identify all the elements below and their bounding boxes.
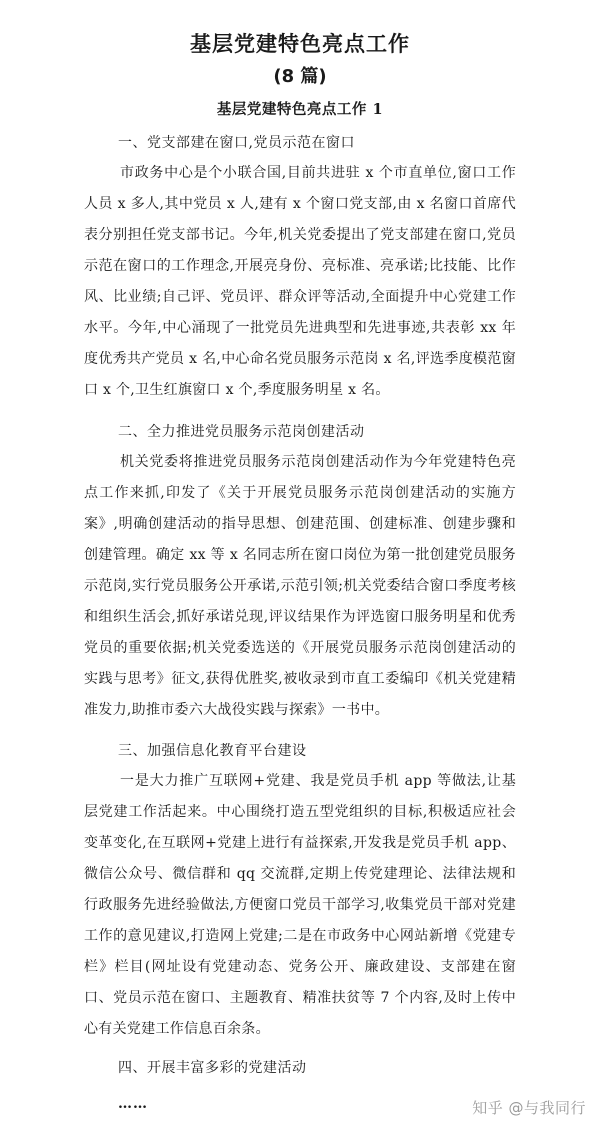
section-heading-3: 三、加强信息化教育平台建设 [118, 743, 307, 759]
section-heading-4: 四、开展丰富多彩的党建活动 [118, 1060, 307, 1076]
document-subtitle: (8 篇) [273, 66, 327, 87]
section-paragraph-3: 一是大力推广互联网+党建、我是党员手机 app 等做法,让基层党建工作活起来。中心围绕打造五型党组织的目标,积极适应社会变革变化,在互联网+党建上进行有益探索,开发我是党员手机 app、微信公众号、微信群和 qq 交流群,定期上传党建理论、法律法规和行政服务先进经验做法,方便窗口党员干部学习,收集党员干部对党建工作的意见建议,打造网上党建;二是在市政务中心网站新增《党建专栏》栏目(网址设有党建动态、党务公开、廉政建设、支部建在窗口、党员示范在窗口、主题教育、精准扶贫等 7 个内容,及时上传中心有关党建工作信息百余条。 [84, 773, 516, 1037]
document-title: 基层党建特色亮点工作 [190, 32, 410, 56]
zhihu-watermark: 知乎 @与我同行 [472, 1099, 586, 1117]
article-title: 基层党建特色亮点工作 1 [216, 101, 384, 118]
section-heading-2: 二、全力推进党员服务示范岗创建活动 [118, 424, 365, 440]
section-heading-1: 一、党支部建在窗口,党员示范在窗口 [118, 135, 355, 151]
section-paragraph-2: 机关党委将推进党员服务示范岗创建活动作为今年党建特色亮点工作来抓,印发了《关于开展党员服务示范岗创建活动的实施方案》,明确创建活动的指导思想、创建范围、创建标准、创建步骤和创建管理。确定 xx 等 x 名同志所在窗口岗位为第一批创建党员服务示范岗,实行党员服务公开承诺,示范引领;机关党委结合窗口季度考核和组织生活会,抓好承诺兑现,评议结果作为评选窗口服务明星和优秀党员的重要依据;机关党委选送的《开展党员服务示范岗创建活动的实践与思考》征文,获得优胜奖,被收录到市直工委编印《机关党建精准发力,助推市委六大战役实践与探索》一书中。 [84, 454, 516, 718]
ellipsis-text: …… [118, 1096, 148, 1112]
section-paragraph-1: 市政务中心是个小联合国,目前共进驻 x 个市直单位,窗口工作人员 x 多人,其中党员 x 人,建有 x 个窗口党支部,由 x 名窗口首席代表分别担任党支部书记。今年,机关党委提出了党支部建在窗口,党员示范在窗口的工作理念,开展亮身份、亮标准、亮承诺;比技能、比作风、比业绩;自己评、党员评、群众评等活动,全面提升中心党建工作水平。今年,中心涌现了一批党员先进典型和先进事迹,共表彰 xx 年度优秀共产党员 x 名,中心命名党员服务示范岗 x 名,评选季度模范窗口 x 个,卫生红旗窗口 x 个,季度服务明星 x 名。 [84, 165, 516, 398]
